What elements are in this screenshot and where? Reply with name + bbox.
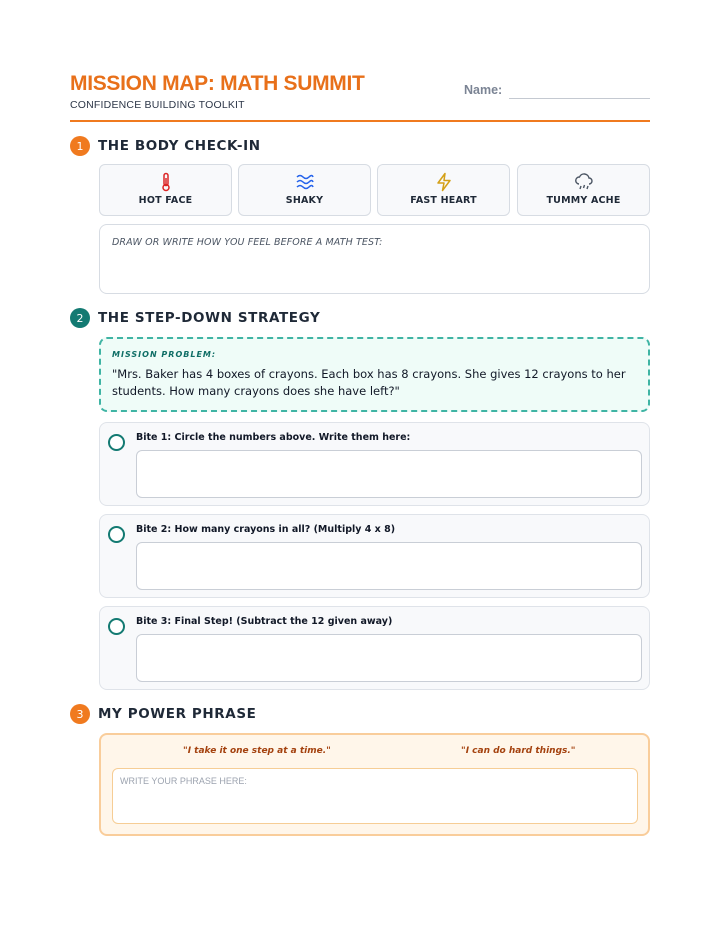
section-number: 3: [70, 704, 90, 724]
card-label: SHAKY: [285, 195, 324, 206]
body-check-cards: [99, 164, 650, 216]
card-hot-face[interactable]: [99, 164, 232, 216]
phrase-placeholder: WRITE YOUR PHRASE HERE:: [120, 776, 247, 786]
bite-step-3: [99, 606, 650, 690]
power-phrase-box: [99, 733, 650, 836]
card-label: FAST HEART: [410, 195, 477, 206]
section-body-check-in: [70, 135, 261, 157]
answer-field[interactable]: [136, 542, 642, 590]
checkbox-circle[interactable]: [108, 618, 125, 635]
section-title: THE BODY CHECK-IN: [98, 138, 261, 154]
bite-label: Bite 3: Final Step! (Subtract the 12 given away): [136, 616, 393, 627]
section-title: THE STEP-DOWN STRATEGY: [98, 310, 321, 326]
mission-problem: [99, 337, 650, 412]
bite-step-2: [99, 514, 650, 598]
page-title: MISSION MAP: MATH SUMMIT: [70, 72, 365, 95]
bite-step-1: [99, 422, 650, 506]
waves-icon: [239, 172, 370, 192]
thermometer-icon: [100, 172, 231, 192]
header: [70, 70, 650, 122]
answer-field[interactable]: [136, 450, 642, 498]
page-subtitle: CONFIDENCE BUILDING TOOLKIT: [70, 99, 245, 111]
section-title: MY POWER PHRASE: [98, 706, 257, 722]
phrase-input[interactable]: [112, 768, 638, 824]
card-fast-heart[interactable]: [377, 164, 510, 216]
checkbox-circle[interactable]: [108, 434, 125, 451]
section-power-phrase: [70, 703, 256, 725]
storm-cloud-icon: [518, 172, 649, 192]
problem-label: MISSION PROBLEM:: [112, 350, 217, 359]
section-number: 1: [70, 136, 90, 156]
example-phrase: "I take it one step at a time.": [183, 746, 331, 756]
card-label: TUMMY ACHE: [546, 195, 621, 206]
checkbox-circle[interactable]: [108, 526, 125, 543]
feelings-prompt: DRAW OR WRITE HOW YOU FEEL BEFORE A MATH TEST:: [112, 237, 383, 248]
section-number: 2: [70, 308, 90, 328]
name-label: Name:: [464, 83, 503, 97]
feelings-drawing-area[interactable]: [99, 224, 650, 294]
problem-text: "Mrs. Baker has 4 boxes of crayons. Each box has 8 crayons. She gives 12 crayons to her students. How many crayons does she have left?": [112, 367, 626, 398]
card-tummy-ache[interactable]: [517, 164, 650, 216]
section-step-down-strategy: [70, 307, 320, 329]
bite-label: Bite 2: How many crayons in all? (Multiply 4 x 8): [136, 524, 396, 535]
card-label: HOT FACE: [138, 195, 193, 206]
bite-label: Bite 1: Circle the numbers above. Write them here:: [136, 432, 411, 443]
card-shaky[interactable]: [238, 164, 371, 216]
lightning-icon: [378, 172, 509, 192]
answer-field[interactable]: [136, 634, 642, 682]
name-field[interactable]: [509, 98, 650, 99]
example-phrase: "I can do hard things.": [461, 746, 576, 756]
